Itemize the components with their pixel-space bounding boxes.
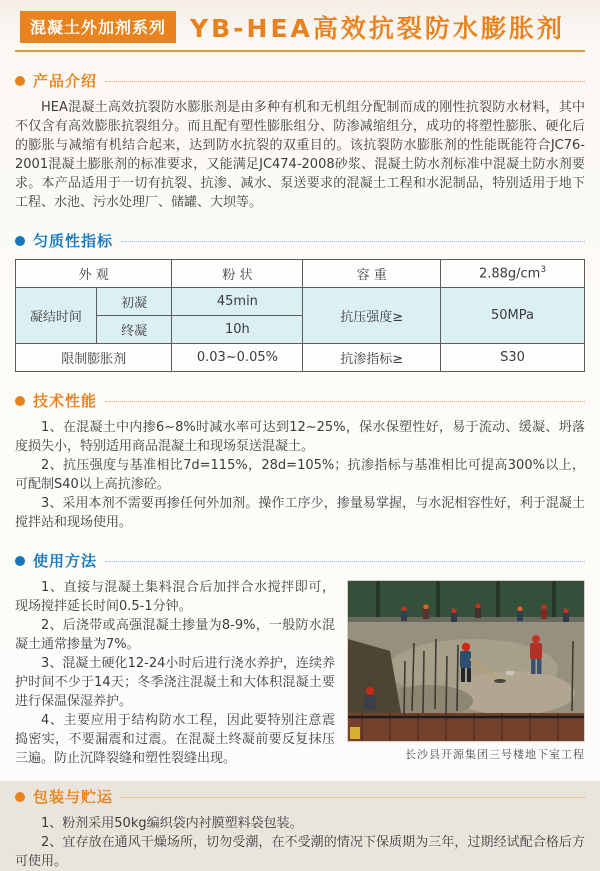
cell-appearance-value: 粉 状 xyxy=(172,260,303,288)
section-packaging-title: 包装与贮运 xyxy=(33,788,114,806)
performance-item: 1、在混凝土中内掺6~8%时减水率可达到12~25%，保水保塑性好，易于流动、缓凝、坍落度损失小，特别适用商品混凝土和现场泵送混凝土。 xyxy=(15,420,585,454)
cell-initial-set-label: 初凝 xyxy=(96,288,172,316)
cell-final-set-label: 终凝 xyxy=(96,316,172,344)
table-row xyxy=(16,260,585,288)
cell-bulk-density-label: 容 重 xyxy=(303,260,441,288)
construction-photo-figure xyxy=(347,580,585,762)
series-badge: 混凝土外加剂系列 xyxy=(20,11,176,43)
dotted-leader xyxy=(105,80,585,82)
homogeneity-table xyxy=(15,259,585,372)
dotted-leader xyxy=(105,560,585,562)
usage-item: 1、直接与混凝土集料混合后加拌合水搅拌即可，现场搅拌延长时间0.5-1分钟。 xyxy=(15,580,335,614)
section-usage-title: 使用方法 xyxy=(33,552,98,570)
cell-compressive-label: 抗压强度≥ xyxy=(303,288,441,344)
page-header xyxy=(0,0,600,45)
section-homogeneity-header xyxy=(15,230,585,251)
section-intro xyxy=(15,70,585,212)
intro-paragraph: HEA混凝土高效抗裂防水膨胀剂是由多种有机和无机组分配制而成的刚性抗裂防水材料，其中不仅含有高效膨胀抗裂组分。而且配有塑性膨胀组分、防渗减缩组分，成功的将塑性膨胀、硬化后的膨胀与减缩有机结合起来，达到防水抗裂的双重目的。该抗裂防水膨胀剂的性能既能符合JC76-2001混凝土膨胀剂的标准要求，又能满足JC474-2008砂浆、混凝土防水剂标准中混凝土防水剂要求。本产品适用于一切有抗裂、抗渗、减水、泵送要求的混凝土工程和水泥制品，特别适用于地下工程、水池、污水处理厂、储罐、大坝等。 xyxy=(15,100,585,210)
header-divider xyxy=(15,50,585,52)
section-intro-title: 产品介绍 xyxy=(33,72,98,90)
section-homogeneity xyxy=(15,230,585,372)
section-homogeneity-title: 匀质性指标 xyxy=(33,232,114,250)
cell-expansion-value: 0.03~0.05% xyxy=(172,344,303,372)
cell-bulk-density-value xyxy=(441,260,585,288)
performance-item: 3、采用本剂不需要再掺任何外加剂。操作工序少，掺量易掌握，与水泥相容性好，利于混凝土搅拌站和现场使用。 xyxy=(15,496,585,530)
bulk-density-sup: 3 xyxy=(540,265,547,276)
bullet-circle-icon xyxy=(15,76,25,86)
table-row xyxy=(16,344,585,372)
dotted-leader xyxy=(105,400,585,402)
section-intro-header xyxy=(15,70,585,91)
cell-impermeability-label: 抗渗指标≥ xyxy=(303,344,441,372)
construction-photo xyxy=(347,580,585,742)
table-row xyxy=(16,288,585,316)
section-usage xyxy=(15,550,585,768)
section-performance-header xyxy=(15,390,585,411)
cell-setting-time-label: 凝结时间 xyxy=(16,288,97,344)
cell-compressive-value: 50MPa xyxy=(441,288,585,344)
section-packaging-header xyxy=(15,786,585,807)
bullet-circle-icon xyxy=(15,556,25,566)
usage-item: 3、混凝土硬化12-24小时后进行浇水养护，连续养护时间不少于14天；冬季浇注混凝土和大体积混凝土要进行保温保湿养护。 xyxy=(15,656,335,709)
packaging-item: 2、宜存放在通风干燥场所，切勿受潮，在不受潮的情况下保质期为三年，过期经试配合格后方可使用。 xyxy=(15,835,585,869)
dotted-leader xyxy=(121,796,585,798)
bullet-circle-icon xyxy=(15,236,25,246)
photo-caption: 长沙县开源集团三号楼地下室工程 xyxy=(405,748,585,761)
section-performance-title: 技术性能 xyxy=(33,392,98,410)
bullet-circle-icon xyxy=(15,396,25,406)
cell-impermeability-value: S30 xyxy=(441,344,585,372)
packaging-item: 1、粉剂采用50kg编织袋内衬膜塑料袋包装。 xyxy=(41,816,303,831)
usage-item: 2、后浇带或高强混凝土掺量为8-9%，一般防水混凝土通常掺量为7%。 xyxy=(15,618,335,652)
bulk-density-base: 2.88g/cm xyxy=(478,266,541,282)
usage-item: 4、主要应用于结构防水工程，因此要特别注意震捣密实，不要漏震和过震。在混凝土终凝前要反复抹压三遍。防止沉降裂缝和塑性裂缝出现。 xyxy=(15,713,335,766)
dotted-leader xyxy=(121,240,585,242)
section-packaging xyxy=(15,786,585,871)
cell-expansion-label: 限制膨胀剂 xyxy=(16,344,172,372)
cell-final-set-value: 10h xyxy=(172,316,303,344)
section-usage-header xyxy=(15,550,585,571)
section-performance xyxy=(15,390,585,532)
page-title: YB-HEA高效抗裂防水膨胀剂 xyxy=(190,14,565,43)
usage-body xyxy=(15,578,585,768)
cell-initial-set-value: 45min xyxy=(172,288,303,316)
performance-item: 2、抗压强度与基准相比7d=115%，28d=105%；抗渗指标与基准相比可提高300%以上，可配制S40以上高抗渗砼。 xyxy=(15,458,585,492)
bullet-circle-icon xyxy=(15,792,25,802)
cell-appearance-label: 外 观 xyxy=(16,260,172,288)
